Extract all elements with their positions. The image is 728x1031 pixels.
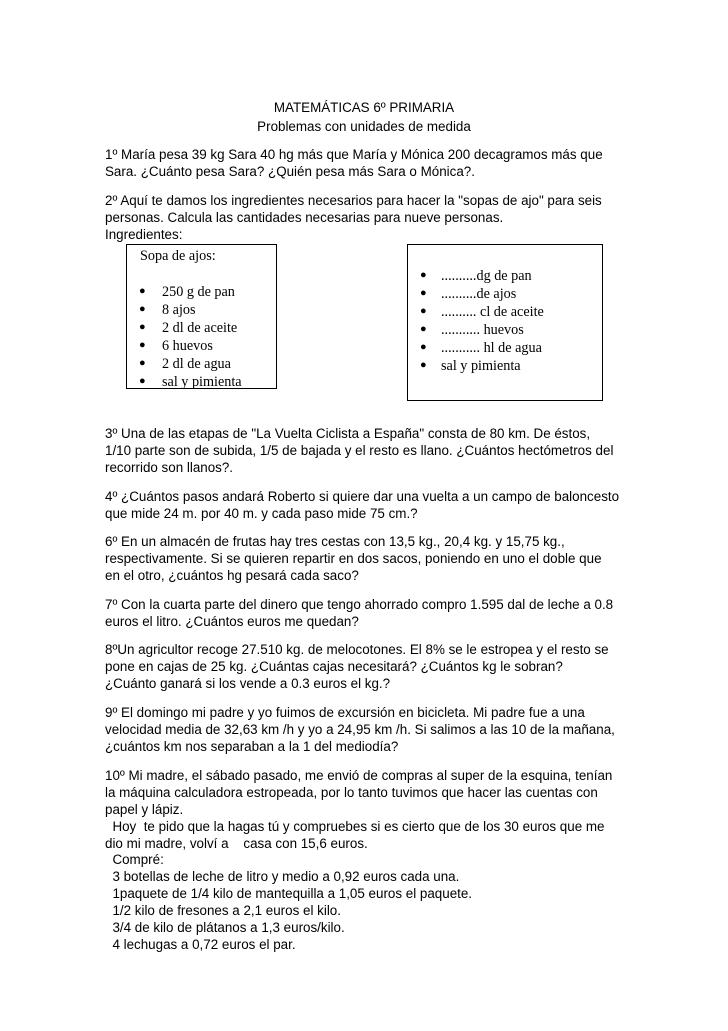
- problem-line: en el otro, ¿cuántos hg pesará cada saco?: [105, 567, 359, 583]
- answer-item: ..........dg de pan: [441, 268, 532, 284]
- problem-line: recorrido son llanos?.: [105, 459, 234, 475]
- problem-1: [105, 147, 603, 181]
- problem-line: papel y lápiz.: [105, 801, 184, 817]
- problem-line: 8ºUn agricultor recoge 27.510 kg. de melocotones. El 8% se le estropea y el resto se: [105, 642, 609, 657]
- answer-item: ..........de ajos: [441, 286, 517, 302]
- problem-line: respectivamente. Si se quieren repartir en dos sacos, poniendo en uno el doble que: [105, 550, 602, 566]
- recipe-item: 2 dl de aceite: [162, 320, 238, 336]
- page-subtitle: Problemas con unidades de medida: [257, 119, 471, 134]
- problem-line: 1º María pesa 39 kg Sara 40 hg más que María y Mónica 200 decagramos más que: [105, 147, 603, 162]
- problem-line: ¿cuántos km nos separaban a la 1 del mediodía?: [105, 738, 399, 754]
- problem-10: [105, 768, 612, 954]
- bullet-icon: ●: [139, 285, 146, 297]
- problem-line: euros el litro. ¿Cuántos euros me quedan?: [105, 613, 359, 629]
- problem-8: [105, 642, 609, 693]
- problem-line: ¿Cuánto ganará si los vende a 0.3 euros el kg.?: [105, 675, 391, 691]
- answer-item: sal y pimienta: [441, 358, 521, 374]
- problem-line: 3 botellas de leche de litro y medio a 0,92 euros cada una.: [105, 869, 460, 885]
- bullet-icon: ●: [420, 269, 427, 281]
- problem-line: Sara. ¿Cuánto pesa Sara? ¿Quién pesa más Sara o Mónica?.: [105, 163, 475, 179]
- problem-2: [105, 193, 602, 244]
- problem-line: Hoy te pido que la hagas tú y compruebes si es cierto que de los 30 euros que me: [105, 818, 605, 834]
- problem-line: 3/4 de kilo de plátanos a 1,3 euros/kilo.: [105, 920, 345, 936]
- bullet-icon: ●: [139, 303, 146, 315]
- bullet-icon: ●: [420, 359, 427, 371]
- answers-box: [407, 244, 603, 401]
- recipe-item: 8 ajos: [162, 302, 196, 318]
- problem-line: Ingredientes:: [105, 226, 183, 242]
- recipe-item: sal y pimienta: [162, 374, 242, 389]
- problem-line: 1/10 parte son de subida, 1/5 de bajada y el resto es llano. ¿Cuántos hectómetros del: [105, 442, 614, 458]
- bullet-icon: ●: [420, 287, 427, 299]
- problem-6: [105, 534, 602, 585]
- recipe-title: Sopa de ajos:: [140, 248, 216, 264]
- recipe-item: 6 huevos: [162, 338, 213, 354]
- problem-line: 4 lechugas a 0,72 euros el par.: [105, 936, 296, 952]
- answer-item: .......... cl de aceite: [441, 304, 544, 320]
- answer-item: ........... huevos: [441, 322, 524, 338]
- recipe-item: 250 g de pan: [162, 284, 235, 300]
- bullet-icon: ●: [139, 321, 146, 333]
- bullet-icon: ●: [139, 339, 146, 351]
- recipe-item: 2 dl de agua: [162, 356, 231, 372]
- bullet-icon: ●: [139, 357, 146, 369]
- problem-line: Compré:: [105, 852, 164, 868]
- problem-line: la máquina calculadora estropeada, por lo tanto tuvimos que hacer las cuentas con: [105, 784, 598, 800]
- bullet-icon: ●: [420, 305, 427, 317]
- problem-line: personas. Calcula las cantidades necesarias para nueve personas.: [105, 209, 504, 225]
- problem-4: [105, 489, 619, 523]
- problem-line: 9º El domingo mi padre y yo fuimos de excursión en bicicleta. Mi padre fue a una: [105, 705, 585, 720]
- problem-line: pone en cajas de 25 kg. ¿Cuántas cajas necesitará? ¿Cuántos kg le sobran?: [105, 658, 563, 674]
- problem-line: 6º En un almacén de frutas hay tres cestas con 13,5 kg., 20,4 kg. y 15,75 kg.,: [105, 534, 565, 549]
- bullet-icon: ●: [420, 341, 427, 353]
- recipe-box: [126, 244, 277, 389]
- problem-line: 4º ¿Cuántos pasos andará Roberto si quiere dar una vuelta a un campo de baloncesto: [105, 489, 620, 504]
- problem-line: 1paquete de 1/4 kilo de mantequilla a 1,05 euros el paquete.: [105, 886, 473, 902]
- problem-3: [105, 426, 613, 477]
- problem-line: 7º Con la cuarta parte del dinero que tengo ahorrado compro 1.595 dal de leche a 0.8: [105, 597, 614, 612]
- problem-line: velocidad media de 32,63 km /h y yo a 24,95 km /h. Si salimos a las 10 de la mañana,: [105, 721, 615, 737]
- problem-line: dio mi madre, volví a casa con 15,6 euros.: [105, 835, 368, 851]
- problem-7: [105, 597, 613, 631]
- problem-line: 2º Aquí te damos los ingredientes necesarios para hacer la "sopas de ajo" para seis: [105, 193, 602, 208]
- page-title: MATEMÁTICAS 6º PRIMARIA: [273, 100, 455, 115]
- answer-item: ........... hl de agua: [441, 340, 542, 356]
- problem-line: que mide 24 m. por 40 m. y cada paso mide 75 cm.?: [105, 505, 418, 521]
- problem-line: 3º Una de las etapas de "La Vuelta Ciclista a España" consta de 80 km. De éstos,: [105, 426, 591, 441]
- bullet-icon: ●: [139, 375, 146, 387]
- problem-line: 1/2 kilo de fresones a 2,1 euros el kilo.: [105, 903, 341, 919]
- problem-9: [105, 705, 615, 756]
- bullet-icon: ●: [420, 323, 427, 335]
- problem-line: 10º Mi madre, el sábado pasado, me envió de compras al super de la esquina, tenían: [105, 768, 613, 783]
